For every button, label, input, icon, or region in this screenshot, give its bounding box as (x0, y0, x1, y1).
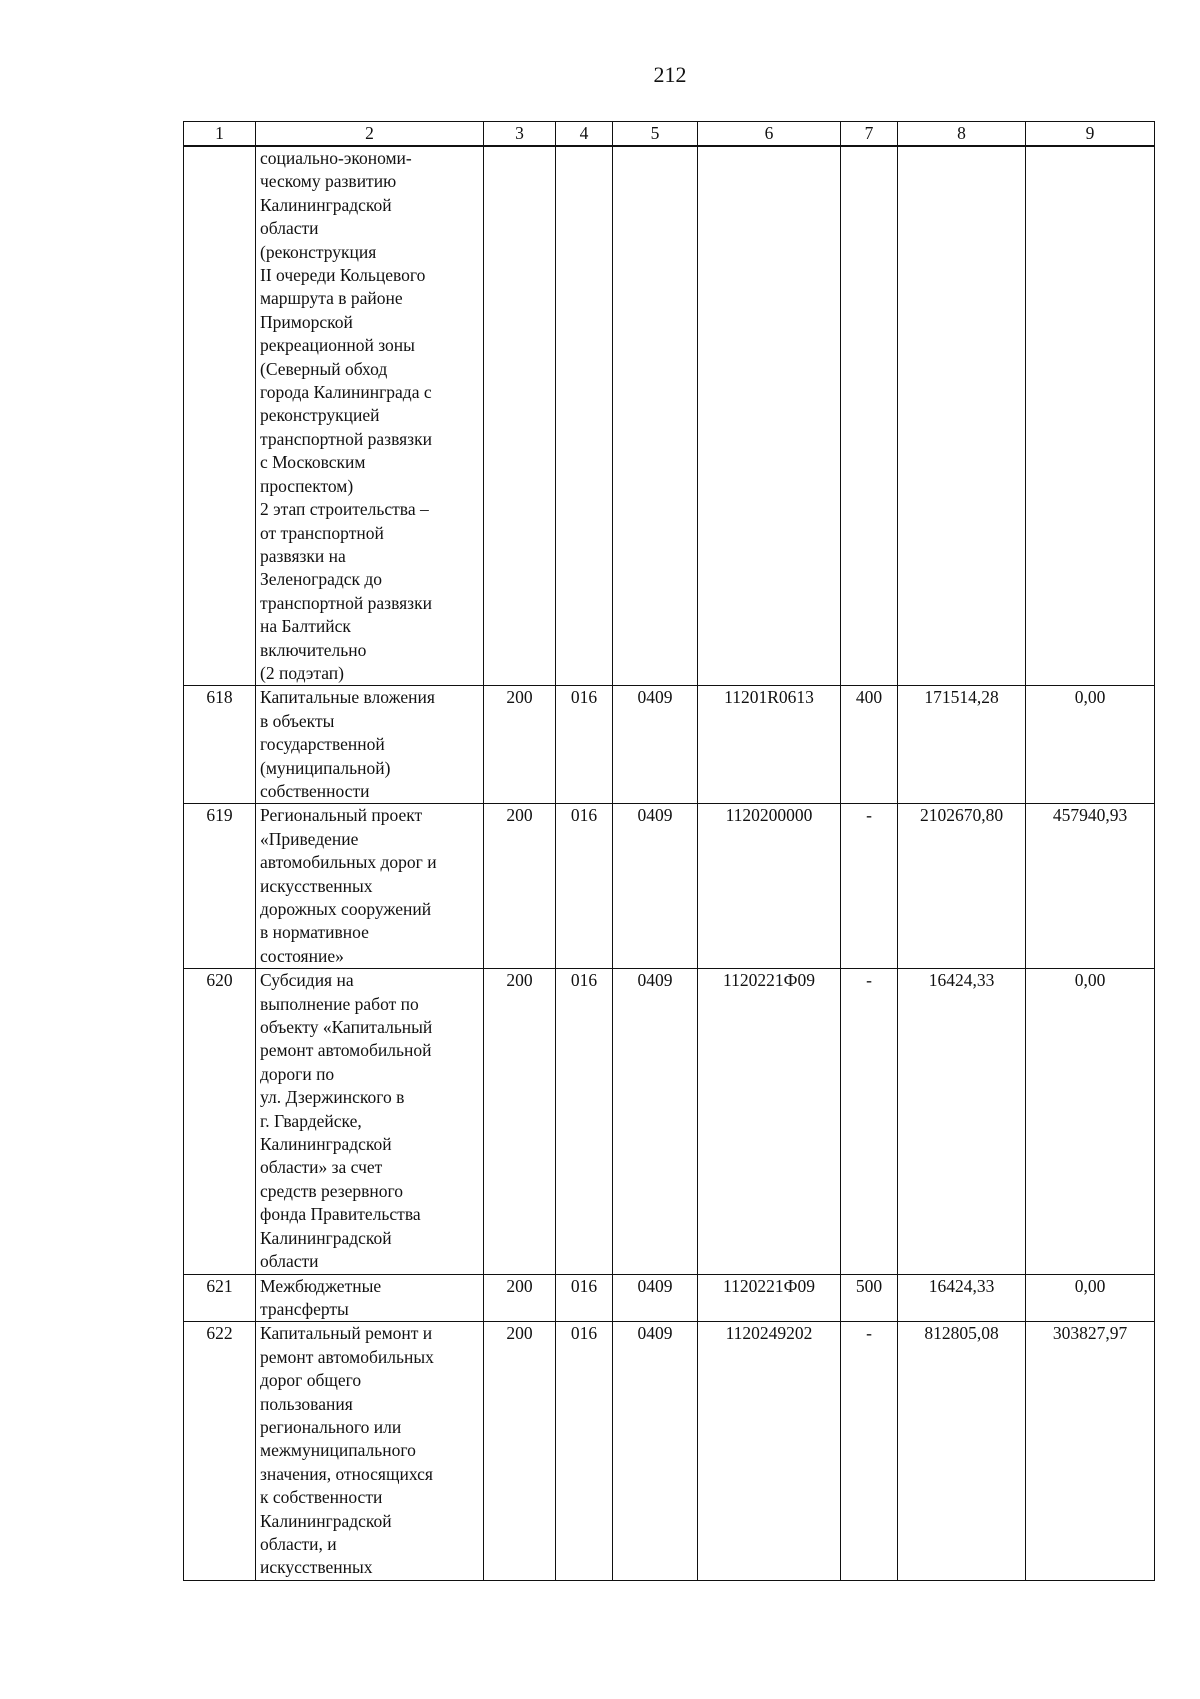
description-line: межмуниципального (260, 1440, 416, 1461)
description-line: Региональный проект (260, 805, 423, 826)
description-line: Калининградской (260, 1134, 392, 1155)
description-line: ческому развитию (260, 171, 397, 192)
table-row (184, 686, 1155, 804)
row-description-cell (256, 969, 484, 1274)
description-line: социально-экономи- (260, 148, 412, 168)
description-line: транспортной развязки (260, 428, 432, 449)
description-line: ремонт автомобильных (260, 1346, 434, 1367)
description-line: Субсидия на (260, 970, 354, 991)
section-code-cell: 0409 (613, 686, 698, 804)
description-line: рекреационной зоны (260, 335, 415, 356)
description-line: к собственности (260, 1487, 383, 1508)
description-line: государственной (260, 734, 385, 755)
column-header-9: 9 (1026, 122, 1155, 147)
row-number-cell: 618 (184, 686, 256, 804)
description-line: (Северный обход (260, 358, 388, 379)
row-description-cell (256, 686, 484, 804)
ministry-code-cell (556, 146, 613, 686)
row-number-cell: 621 (184, 1274, 256, 1322)
description-line: области (260, 218, 319, 239)
description-line: дороги по (260, 1063, 335, 1084)
column-header-6: 6 (698, 122, 841, 147)
description-line: Капитальные вложения (260, 687, 435, 708)
row-description-cell (256, 146, 484, 686)
amount-secondary-cell: 0,00 (1026, 969, 1155, 1274)
description-line: включительно (260, 639, 367, 660)
amount-cell: 2102670,80 (898, 804, 1026, 969)
section-code-cell (613, 146, 698, 686)
section-code-cell: 0409 (613, 804, 698, 969)
ministry-code-cell: 016 (556, 1274, 613, 1322)
chapter-code-cell: 200 (484, 686, 556, 804)
description-line: (2 подэтап) (260, 662, 345, 683)
description-line: (муниципальной) (260, 757, 391, 778)
target-article-cell: 1120221Ф09 (698, 1274, 841, 1322)
description-line: фонда Правительства (260, 1204, 421, 1225)
expense-type-cell: - (841, 804, 898, 969)
description-line: Калининградской (260, 1227, 392, 1248)
description-line: трансферты (260, 1298, 349, 1319)
chapter-code-cell (484, 146, 556, 686)
description-line: области» за счет (260, 1157, 383, 1178)
row-number-cell: 622 (184, 1322, 256, 1580)
row-number-cell: 619 (184, 804, 256, 969)
table-row (184, 969, 1155, 1274)
description-line: Калининградской (260, 1510, 392, 1531)
row-description-cell (256, 1322, 484, 1580)
row-description-cell (256, 1274, 484, 1322)
ministry-code-cell: 016 (556, 686, 613, 804)
description-line: дорожных сооружений (260, 899, 432, 919)
row-number-cell (184, 146, 256, 686)
amount-cell: 171514,28 (898, 686, 1026, 804)
expense-type-cell (841, 146, 898, 686)
ministry-code-cell: 016 (556, 804, 613, 969)
description-line: Калининградской (260, 194, 392, 215)
ministry-code-cell: 016 (556, 1322, 613, 1580)
expense-type-cell: 400 (841, 686, 898, 804)
chapter-code-cell: 200 (484, 1274, 556, 1322)
section-code-cell: 0409 (613, 1274, 698, 1322)
description-line: дорог общего (260, 1370, 362, 1391)
target-article-cell: 1120249202 (698, 1322, 841, 1580)
column-header-4: 4 (556, 122, 613, 147)
description-line: от транспортной (260, 522, 384, 543)
target-article-cell: 1120221Ф09 (698, 969, 841, 1274)
column-header-2: 2 (256, 122, 484, 147)
description-line: в нормативное (260, 922, 369, 943)
description-line: в объекты (260, 710, 335, 731)
amount-cell: 16424,33 (898, 969, 1026, 1274)
target-article-cell: 11201R0613 (698, 686, 841, 804)
table-row (184, 1274, 1155, 1322)
description-line: искусственных (260, 875, 373, 896)
description-line: значения, относящихся (260, 1463, 433, 1484)
column-header-8: 8 (898, 122, 1026, 147)
section-code-cell: 0409 (613, 969, 698, 1274)
description-line: «Приведение (260, 828, 359, 849)
amount-secondary-cell: 303827,97 (1026, 1322, 1155, 1580)
description-line: средств резервного (260, 1180, 404, 1201)
description-line: II очереди Кольцевого (260, 265, 426, 286)
description-line: регионального или (260, 1416, 402, 1437)
description-line: 2 этап строительства – (260, 499, 429, 520)
description-line: ремонт автомобильной (260, 1040, 432, 1061)
row-number-cell: 620 (184, 969, 256, 1274)
description-line: области (260, 1251, 319, 1272)
description-line: области, и (260, 1533, 337, 1554)
description-line: г. Гвардейске, (260, 1110, 362, 1131)
chapter-code-cell: 200 (484, 1322, 556, 1580)
table-body (184, 146, 1155, 1580)
table-header-row (184, 122, 1155, 147)
description-line: искусственных (260, 1557, 373, 1578)
column-header-1: 1 (184, 122, 256, 147)
description-line: выполнение работ по (260, 993, 419, 1014)
chapter-code-cell: 200 (484, 969, 556, 1274)
table-row (184, 804, 1155, 969)
row-description-cell (256, 804, 484, 969)
amount-secondary-cell: 0,00 (1026, 1274, 1155, 1322)
description-line: Капитальный ремонт и (260, 1323, 433, 1344)
description-line: ул. Дзержинского в (260, 1087, 405, 1108)
description-line: проспектом) (260, 475, 354, 496)
description-line: маршрута в районе (260, 288, 403, 309)
amount-secondary-cell (1026, 146, 1155, 686)
budget-table (183, 121, 1155, 1581)
ministry-code-cell: 016 (556, 969, 613, 1274)
description-line: состояние» (260, 945, 344, 966)
amount-cell: 16424,33 (898, 1274, 1026, 1322)
chapter-code-cell: 200 (484, 804, 556, 969)
description-line: Зеленоградск до (260, 569, 383, 590)
amount-secondary-cell: 0,00 (1026, 686, 1155, 804)
expense-type-cell: 500 (841, 1274, 898, 1322)
description-line: собственности (260, 780, 370, 801)
amount-secondary-cell: 457940,93 (1026, 804, 1155, 969)
column-header-7: 7 (841, 122, 898, 147)
description-line: реконструкцией (260, 405, 380, 426)
description-line: на Балтийск (260, 616, 351, 637)
table-row (184, 1322, 1155, 1580)
description-line: (реконструкция (260, 241, 377, 262)
description-line: автомобильных дорог и (260, 852, 437, 873)
target-article-cell: 1120200000 (698, 804, 841, 969)
expense-type-cell: - (841, 1322, 898, 1580)
description-line: Приморской (260, 311, 353, 332)
description-line: Межбюджетные (260, 1275, 382, 1296)
column-header-5: 5 (613, 122, 698, 147)
page-number: 212 (653, 62, 687, 87)
description-line: города Калининграда с (260, 382, 432, 403)
description-line: с Московским (260, 452, 366, 473)
description-line: объекту «Капитальный (260, 1017, 433, 1038)
amount-cell: 812805,08 (898, 1322, 1026, 1580)
amount-cell (898, 146, 1026, 686)
description-line: пользования (260, 1393, 353, 1414)
target-article-cell (698, 146, 841, 686)
section-code-cell: 0409 (613, 1322, 698, 1580)
description-line: развязки на (260, 545, 346, 566)
expense-type-cell: - (841, 969, 898, 1274)
column-header-3: 3 (484, 122, 556, 147)
table-row (184, 146, 1155, 686)
description-line: транспортной развязки (260, 592, 432, 613)
